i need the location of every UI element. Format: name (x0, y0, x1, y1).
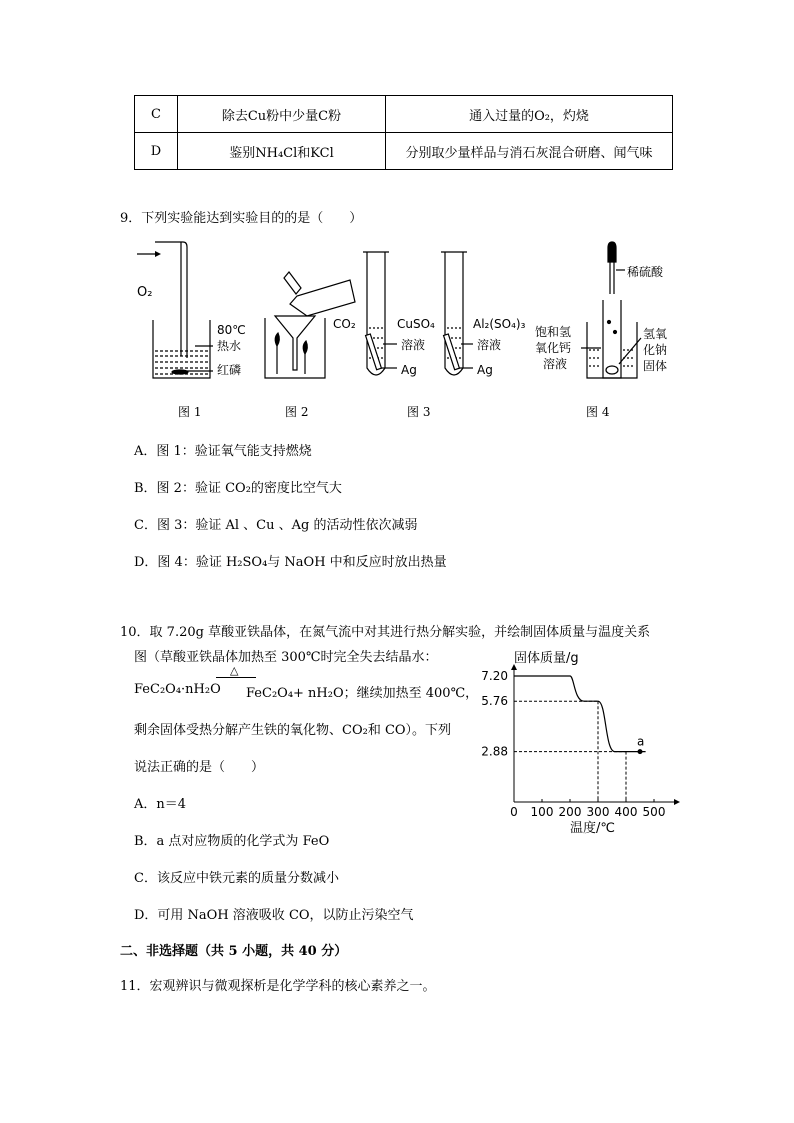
q10-option-b: B．a 点对应物质的化学式为 FeO (134, 834, 330, 849)
funnel (275, 316, 315, 370)
fig3-metal-1: Ag (401, 363, 417, 377)
q9-option-d: D．图 4：验证 H₂SO₄与 NaOH 中和反应时放出热量 (134, 555, 447, 570)
x-tick-label: 100 (530, 805, 554, 819)
fig4-naoh-2: 化钠 (643, 343, 668, 357)
y-tick-label: 7.20 (481, 669, 508, 683)
x-tick-label: 200 (558, 805, 582, 819)
row-goal: 鉴别NH₄Cl和KCl (178, 133, 386, 170)
options-table (134, 95, 673, 170)
figure-4 (581, 242, 641, 378)
x-tick-label: 0 (510, 805, 518, 819)
row-label: C (135, 96, 178, 133)
q10-delta: △ (230, 664, 239, 677)
y-tick-label: 2.88 (481, 744, 508, 759)
y-axis-label: 固体质量/g (514, 651, 579, 666)
x-tick-label: 400 (614, 805, 638, 819)
fig3-metal-2: Ag (477, 363, 493, 377)
fig4-acid: 稀硫酸 (627, 265, 664, 279)
dropper-bulb (608, 242, 616, 262)
table-row (135, 96, 673, 133)
fig3-solution-1b: 溶液 (401, 338, 426, 352)
row-goal: 除去Cu粉中少量C粉 (178, 96, 386, 133)
figure-3 (363, 252, 473, 375)
fig3-caption: 图 3 (407, 405, 431, 419)
mass-temperature-chart (470, 640, 690, 840)
fig1-gas: O₂ (137, 285, 153, 300)
series-line (514, 676, 646, 752)
x-axis-label: 温度/℃ (570, 821, 615, 836)
q10-eq-right: FeC₂O₄+ nH₂O；继续加热至 400℃， (246, 686, 479, 701)
row-label: D (135, 133, 178, 170)
fig1-caption: 图 1 (178, 405, 202, 419)
q10-line-4: 剩余固体受热分解产生铁的氧化物、CO₂和 CO）。下列 (134, 723, 452, 738)
q11-stem: 11．宏观辨识与微观探析是化学学科的核心素养之一。 (120, 979, 436, 994)
x-axis-arrow (674, 799, 680, 805)
fig4-naoh-3: 固体 (643, 359, 668, 373)
row-method: 分别取少量样品与消石灰混合研磨、闻气味 (386, 133, 673, 170)
fig1-temp: 80℃ (217, 323, 246, 337)
x-tick-label: 300 (586, 805, 610, 819)
q10-reaction-arrow (216, 677, 256, 678)
q9-option-c: C．图 3：验证 Al 、Cu 、Ag 的活动性依次减弱 (134, 518, 418, 533)
fig4-naoh-1: 氢氧 (643, 327, 668, 341)
q9-option-b: B．图 2：验证 CO₂的密度比空气大 (134, 481, 342, 496)
fig4-lime-1: 饱和氢 (535, 325, 572, 339)
q10-line-5: 说法正确的是（ ） (134, 760, 265, 775)
q10-line-1: 10．取 7.20g 草酸亚铁晶体，在氮气流中对其进行热分解实验，并绘制固体质量与温度关系 (120, 625, 651, 640)
fig1-phosphorus: 红磷 (217, 363, 242, 377)
q10-eq-left: FeC₂O₄·nH₂O (134, 682, 221, 697)
y-tick-label: 5.76 (481, 694, 508, 709)
point-a (638, 749, 643, 754)
fig1-water: 热水 (217, 339, 242, 353)
fig4-caption: 图 4 (586, 405, 610, 419)
table-row (135, 133, 673, 170)
fig3-solution-2: Al₂(SO₄)₃ (473, 317, 526, 331)
fig2-gas: CO₂ (333, 317, 356, 331)
beaker (265, 318, 325, 378)
x-tick-label: 500 (642, 805, 666, 819)
q10-option-d: D．可用 NaOH 溶液吸收 CO，以防止污染空气 (134, 908, 414, 923)
q10-option-a: A．n＝4 (134, 797, 187, 812)
fig2-caption: 图 2 (285, 405, 309, 419)
q9-stem: 9．下列实验能达到实验目的的是（ ） (120, 211, 363, 226)
section-2-heading: 二、非选择题（共 5 小题，共 40 分） (120, 944, 348, 959)
fig3-solution-1: CuSO₄ (397, 317, 435, 331)
fig4-lime-3: 溶液 (543, 357, 568, 371)
row-method: 通入过量的O₂，灼烧 (386, 96, 673, 133)
q9-option-a: A．图 1：验证氧气能支持燃烧 (134, 444, 312, 459)
fig3-solution-2b: 溶液 (477, 338, 502, 352)
fig4-lime-2: 氧化钙 (535, 341, 572, 355)
q10-line-2: 图（草酸亚铁晶体加热至 300℃时完全失去结晶水： (134, 650, 438, 665)
point-a-label: a (637, 734, 645, 749)
q9-figures (125, 238, 685, 388)
figure-1 (137, 242, 213, 378)
q10-option-c: C．该反应中铁元素的质量分数减小 (134, 871, 339, 886)
